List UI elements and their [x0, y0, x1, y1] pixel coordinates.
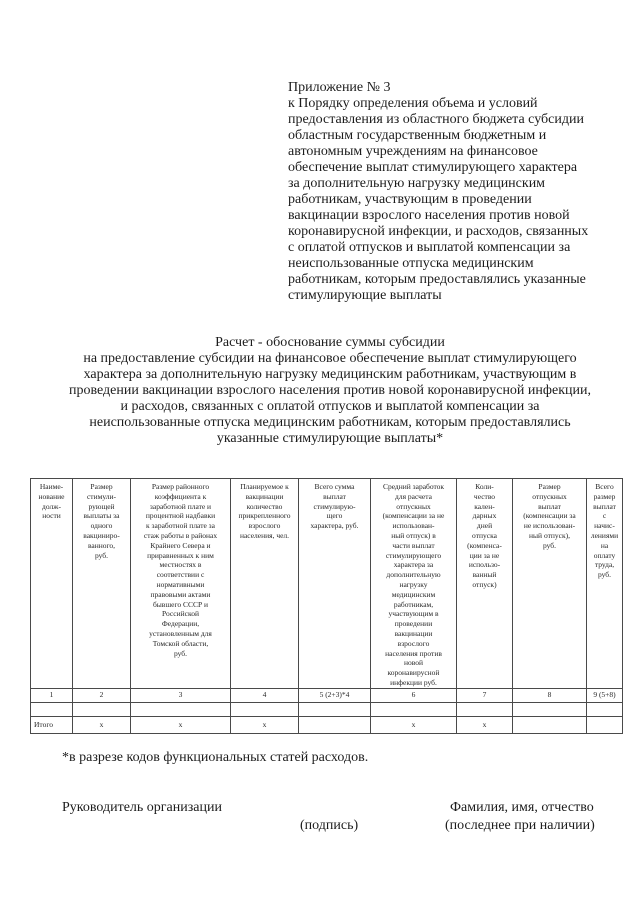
document-title: Расчет - обоснование суммы субсидии	[215, 335, 445, 350]
appendix-line: стимулирующие выплаты	[288, 288, 442, 303]
table-header-row	[31, 479, 623, 689]
column-number-cell: 2	[73, 688, 131, 702]
column-number-row	[31, 688, 623, 702]
appendix-line: с оплатой отпусков и выплатой компенсации за	[288, 240, 571, 255]
appendix-heading: Приложение № 3	[288, 80, 391, 95]
total-cell: х	[457, 716, 513, 733]
column-number-cell: 4	[231, 688, 299, 702]
table-cell	[31, 702, 73, 716]
total-cell: х	[73, 716, 131, 733]
appendix-line: вакцинации взрослого населения против новой	[288, 208, 570, 223]
total-cell	[513, 716, 587, 733]
col-header-vacation-pay: Размер отпускных выплат (компенсации за не использован- ный отпуск), руб.	[513, 479, 587, 689]
total-row	[31, 716, 623, 733]
table-cell	[131, 702, 231, 716]
column-number-cell: 1	[31, 688, 73, 702]
title-line: и расходов, связанных с оплатой отпусков и выплатой компенсации за	[120, 399, 540, 414]
table-cell	[371, 702, 457, 716]
column-number-cell: 5 (2+3)*4	[299, 688, 371, 702]
column-number-cell: 3	[131, 688, 231, 702]
appendix-line: за дополнительную нагрузку медицинским	[288, 176, 546, 191]
footnote: *в разрезе кодов функциональных статей расходов.	[62, 750, 369, 765]
title-line: указанные стимулирующие выплаты*	[216, 431, 444, 446]
total-cell: х	[131, 716, 231, 733]
table-cell	[513, 702, 587, 716]
signature-caption: (подпись)	[300, 818, 359, 833]
appendix-block	[288, 80, 588, 304]
col-header-average-earnings: Средний заработок для расчета отпускных (компенсации за не использован- ный отпуск) в части выплат стимулирующего характера за дополнительную нагрузку медицинским работникам, участвующим в проведении вакцинации взрослого населения против новой коронавирусной инфекции руб.	[371, 479, 457, 689]
appendix-line: неиспользованные отпуска медицинским	[288, 256, 534, 271]
appendix-line: работникам, которым предоставлялись указанные	[288, 272, 586, 287]
total-cell	[299, 716, 371, 733]
table-cell	[587, 702, 623, 716]
total-cell: х	[231, 716, 299, 733]
calculation-table	[30, 478, 623, 734]
total-cell: х	[371, 716, 457, 733]
table-cell	[299, 702, 371, 716]
total-cell	[587, 716, 623, 733]
appendix-line: обеспечение выплат стимулирующего характера	[288, 160, 578, 175]
title-line: характера за дополнительную нагрузку медицинским работникам, участвующим в	[83, 367, 577, 382]
appendix-line: коронавирусной инфекции, и расходов, связанных	[288, 224, 589, 239]
signature-position-label: Руководитель организации	[62, 800, 222, 815]
col-header-total-incentive: Всего сумма выплат стимулирую- щего характера, руб.	[299, 479, 371, 689]
appendix-line: автономным учреждениям на финансовое	[288, 144, 538, 159]
col-header-total-with-accruals: Всего размер выплат с начис- лениями на оплату труда, руб.	[587, 479, 623, 689]
col-header-position: Наиме- нование долж- ности	[31, 479, 73, 689]
total-label: Итого	[31, 716, 73, 733]
col-header-vacation-days: Коли- чество кален- дарных дней отпуска (компенса- ции за не использо- ванный отпуск)	[457, 479, 513, 689]
appendix-line: работникам, участвующим в проведении	[288, 192, 532, 207]
appendix-line: предоставления из областного бюджета субсидии	[288, 112, 584, 127]
appendix-line: к Порядку определения объема и условий	[288, 96, 538, 111]
table-row	[31, 702, 623, 716]
col-header-incentive-per-vaccinated: Размер стимули- рующей выплаты за одного вакциниро- ванного, руб.	[73, 479, 131, 689]
table-cell	[457, 702, 513, 716]
title-line: проведении вакцинации взрослого населения против новой коронавирусной инфекции,	[69, 383, 591, 398]
document-title-block	[20, 335, 640, 447]
appendix-line: областным государственным бюджетным и	[288, 128, 547, 143]
column-number-cell: 7	[457, 688, 513, 702]
column-number-cell: 6	[371, 688, 457, 702]
signature-name-label: Фамилия, имя, отчество	[450, 800, 594, 815]
col-header-planned-vaccination-count: Планируемое к вакцинации количество прикрепленного взрослого населения, чел.	[231, 479, 299, 689]
table-cell	[231, 702, 299, 716]
column-number-cell: 8	[513, 688, 587, 702]
column-number-cell: 9 (5+8)	[587, 688, 623, 702]
title-line: на предоставление субсидии на финансовое обеспечение выплат стимулирующего	[83, 351, 577, 366]
table-cell	[73, 702, 131, 716]
title-line: неиспользованные отпуска медицинским работникам, которым предоставлялись	[89, 415, 571, 430]
col-header-regional-coefficient: Размер районного коэффициента к заработной плате и процентной надбавки к заработной плате за стаж работы в районах Крайнего Севера и приравненных к ним местностях в соответствии с нормативными правовыми актами бывшего СССР и Российской Федерации, установленным для Томской области, руб.	[131, 479, 231, 689]
signature-name-caption: (последнее при наличии)	[445, 818, 595, 833]
